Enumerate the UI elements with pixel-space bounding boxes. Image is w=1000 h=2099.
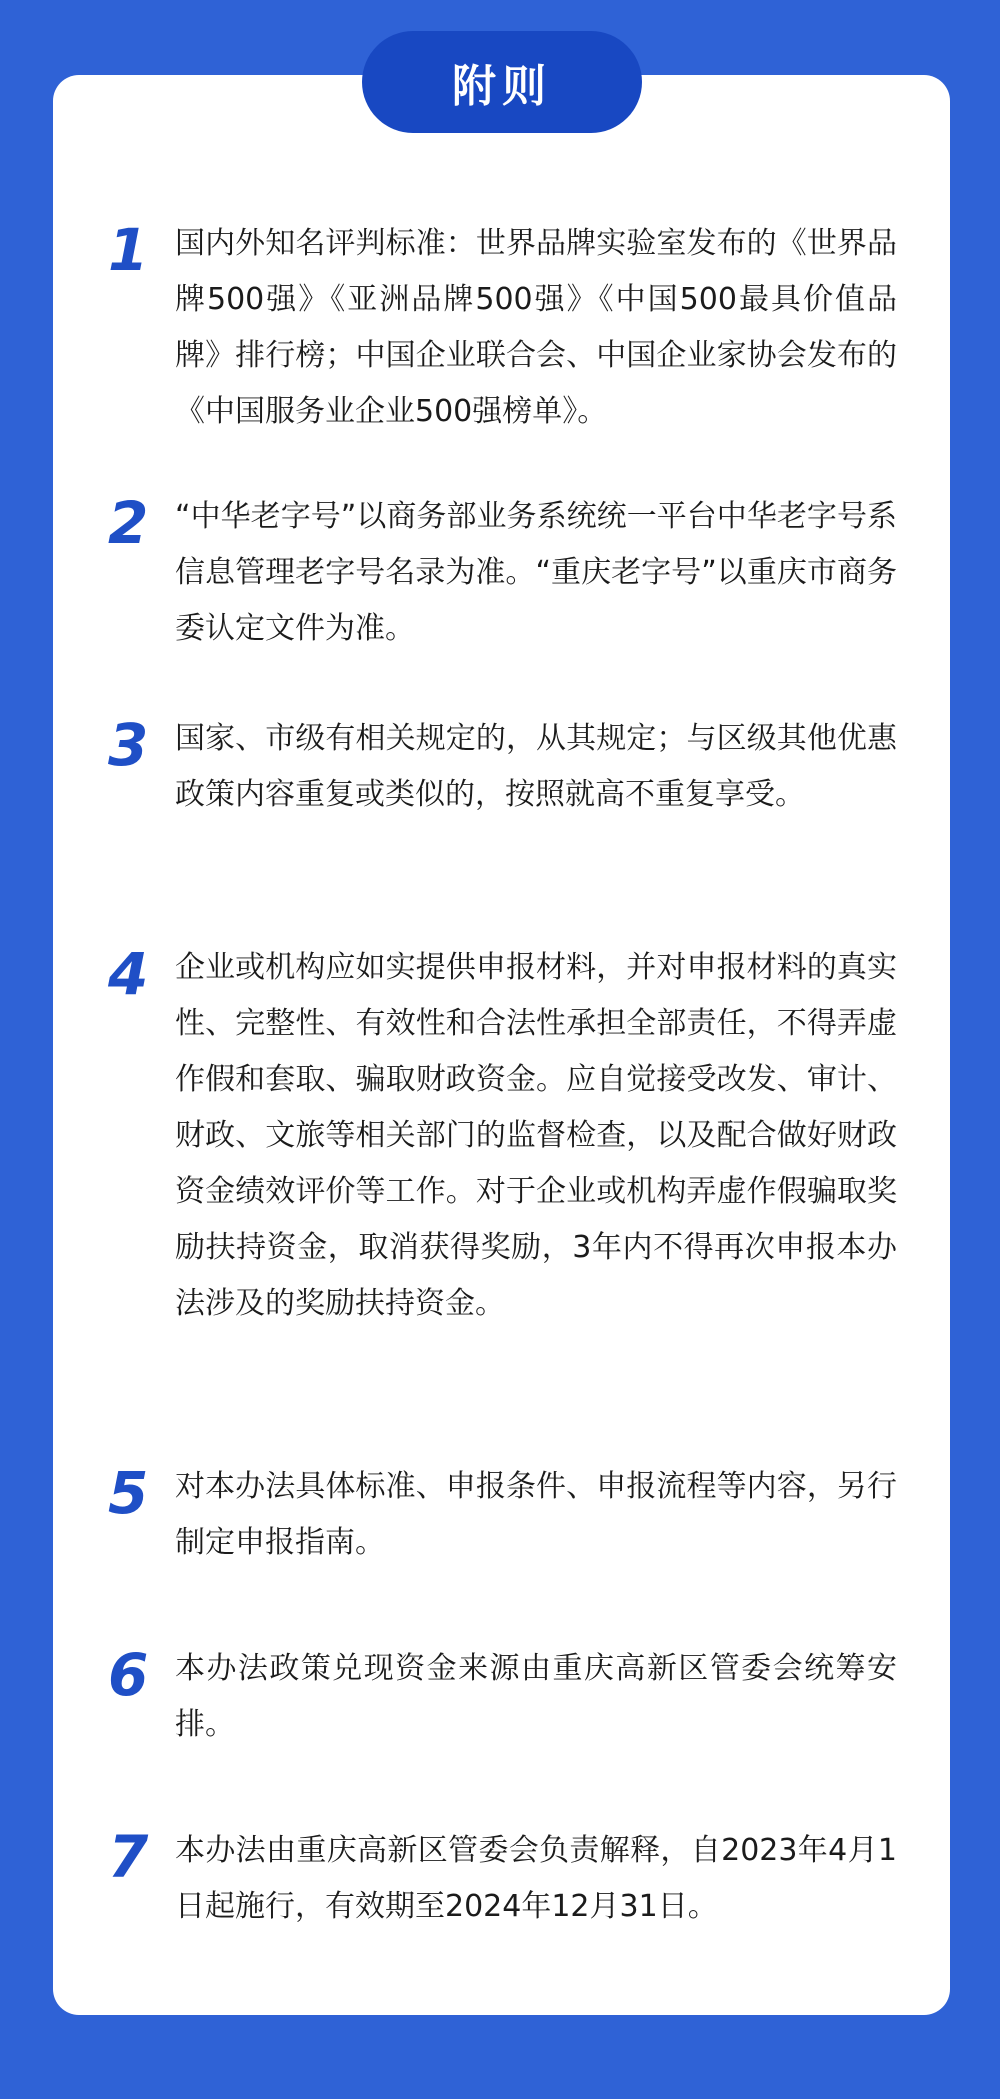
- clause-number: 7: [108, 1823, 149, 1891]
- clause-number: 3: [108, 711, 149, 779]
- clause-text: 企业或机构应如实提供申报材料，并对申报材料的真实性、完整性、有效性和合法性承担全部责任，不得弄虚作假和套取、骗取财政资金。应自觉接受改发、审计、财政、文旅等相关部门的监督检查，以及配合做好财政资金绩效评价等工作。对于企业或机构弄虚作假骗取奖励扶持资金，取消获得奖励，3年内不得再次申报本办法涉及的奖励扶持资金。: [175, 950, 897, 1321]
- clause-number: 1: [108, 216, 149, 284]
- clause-number: 4: [108, 940, 149, 1008]
- clause-text: 本办法由重庆高新区管委会负责解释，自2023年4月1日起施行，有效期至2024年12月31日。: [175, 1833, 897, 1924]
- clause-text: 国内外知名评判标准：世界品牌实验室发布的《世界品牌500强》《亚洲品牌500强》《中国500最具价值品牌》排行榜；中国企业联合会、中国企业家协会发布的《中国服务业企业500强榜单》。: [175, 226, 897, 429]
- clause-text: 国家、市级有相关规定的，从其规定；与区级其他优惠政策内容重复或类似的，按照就高不重复享受。: [175, 721, 897, 812]
- clause-text: “中华老字号”以商务部业务系统统一平台中华老字号系信息管理老字号名录为准。“重庆老字号”以重庆市商务委认定文件为准。: [175, 499, 897, 646]
- clause-number: 2: [108, 489, 149, 557]
- clause-number: 6: [108, 1641, 149, 1709]
- clause-text: 对本办法具体标准、申报条件、申报流程等内容，另行制定申报指南。: [175, 1469, 897, 1560]
- section-title: 附则: [362, 31, 642, 133]
- clause-number: 5: [108, 1459, 149, 1527]
- clause-text: 本办法政策兑现资金来源由重庆高新区管委会统筹安排。: [175, 1651, 897, 1742]
